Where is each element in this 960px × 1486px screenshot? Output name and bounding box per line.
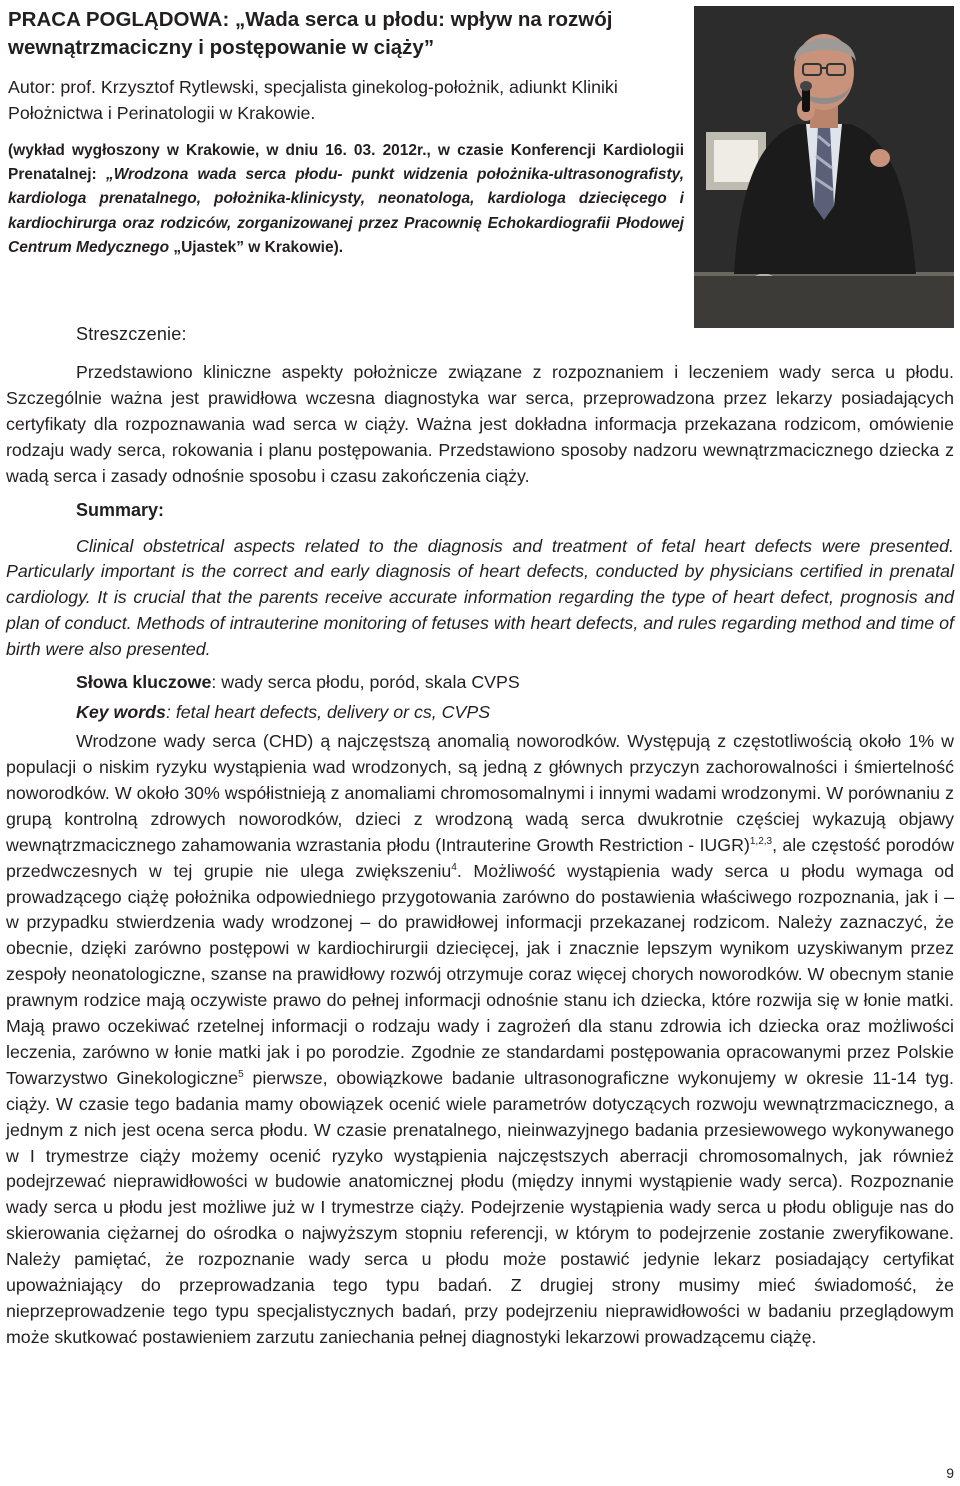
citation-4: 4 bbox=[451, 861, 457, 873]
keywords-polish-label: Słowa kluczowe bbox=[76, 672, 212, 693]
citation-1-2-3: 1,2,3 bbox=[749, 835, 773, 847]
summary-heading: Summary: bbox=[76, 499, 165, 520]
citation-5: 5 bbox=[238, 1068, 244, 1080]
keywords-english bbox=[6, 697, 954, 727]
speaker-photo-illustration bbox=[694, 6, 954, 328]
body-text-seg4: pierwsze, obowiązkowe badanie ultrasonograficzne wykonujemy w okresie 11-14 tyg. ciąży. W czasie tego badania mamy obowiązek ocenić wiele parametrów dotyczących rozwoju wewnątrzmacicznego, a jednym z nich jest ocena serca płodu. W czasie prenatalnego, nieinwazyjnego badania przesiewowego wykonywanego w I trymestrze ciąży możemy ocenić ryzyko wystąpienia najczęstszych aberracji chromosomalnych, jak również podejrzewać nieprawidłowości w budowie anatomicznej płodu (między innymi wystąpienie wady serca). Rozpoznanie wady serca u płodu jest możliwe już w I trymestrze ciąży. Podejrzenie wystąpienia wady serca u płodu obliguje nas do skierowania ciężarnej do ośrodka o najwyższym stopniu referencji, w którym to podejrzenie zostanie zweryfikowane. Należy pamiętać, że rozpoznanie wady serca u płodu może postawić jedynie lekarz posiadający certyfikat upoważniający do przeprowadzania tego typu badań. Z drugiej strony musimy mieć świadomość, że nieprzeprowadzenie tego typu specjalistycznych badań, przy podejrzeniu nieprawidłowości w badaniu przeglądowym może skutkować postawieniem zarzutu zaniechania pełnej diagnostyki lekarzowi prowadzącemu ciążę. bbox=[6, 1067, 954, 1347]
article-title: PRACA POGLĄDOWA: „Wada serca u płodu: wpływ na rozwój wewnątrzmaciczny i postępowanie w ciąży” bbox=[8, 8, 613, 59]
header-block bbox=[6, 0, 954, 322]
page-number: 9 bbox=[946, 1465, 954, 1481]
abstract-text: Przedstawiono kliniczne aspekty położnicze związane z rozpoznaniem i leczeniem wady serca u płodu. Szczególnie ważna jest prawidłowa wczesna diagnostyka war serca, przeprowadzona przez lekarzy posiadających certyfikaty dla rozpoznawania wad serca w ciąży. Ważna jest dokładna informacja przekazana rodzicom, omówienie rodzaju wady serca, rokowania i planu postępowania. Przedstawiono sposoby nadzoru wewnątrzmacicznego dziecka z wadą serca i zasady odnośnie sposobu i czasu zakończenia ciąży. bbox=[6, 362, 954, 486]
keywords-polish bbox=[6, 667, 954, 697]
article-page bbox=[6, 0, 954, 1486]
lecture-note-part1: (wykład wygłoszony w Krakowie, w dniu 16. 03. 2012r., w czasie Konferencji Kardiologii Prenatalnej: bbox=[8, 142, 684, 184]
keywords-polish-text: : wady serca płodu, poród, skala CVPS bbox=[211, 672, 520, 693]
keywords-english-text: : fetal heart defects, delivery or cs, CVPS bbox=[165, 702, 491, 723]
body-text-seg1: Wrodzone wady serca (CHD) ą najczęstszą anomalią noworodków. Występują z częstotliwością około 1% w populacji o niskim ryzyku wystąpienia wad wrodzonych, są jedną z głównych przyczyn zachorowalności i śmiertelność noworodków. W około 30% współistnieją z anomaliami chromosomalnymi i innymi wadami wrodzonymi. W porównaniu z grupą kontrolną zdrowych noworodków, dzieci z wrodzoną wadą serca dwukrotnie częściej wykazują objawy wewnątrzmacicznego zahamowania wzrastania płodu (Intrauterine Growth Restriction - IUGR) bbox=[6, 731, 954, 855]
lecture-note-part2: „Wrodzona wada serca płodu- punkt widzenia położnika-ultrasonografisty, kardiologa prenatalnego, położnika-klinicysty, neonatologa, kardiologa dziecięcego i kardiochirurga oraz rodziców, zorganizowanej przez Pracownię Echokardiografii Płodowej Centrum Medycznego bbox=[8, 166, 685, 256]
keywords-english-label: Key words bbox=[76, 702, 166, 723]
speaker-photo bbox=[694, 6, 954, 328]
summary-text: Clinical obstetrical aspects related to the diagnosis and treatment of fetal heart defects were presented. Particularly important is the correct and early diagnosis of heart defects, conducted by physicians certified in prenatal cardiology. It is crucial that the parents receive accurate information regarding the type of heart defect, prognosis and plan of conduct. Methods of intrauterine monitoring of fetuses with heart defects, and rules regarding method and time of birth were also presented. bbox=[6, 535, 954, 660]
body-text-seg2: , ale częstość porodów przedwczesnych w tej grupie nie ulega zwiększeniu bbox=[6, 834, 954, 881]
body-text-seg3: . Możliwość wystąpienia wady serca u płodu wymaga od prowadzącego ciążę położnika odpowiedniego przygotowania zarówno do postawienia właściwego rozpoznania, jak i – w przypadku stwierdzenia wady wrodzonej – do prawidłowej informacji przekazanej rodzicom. Należy zaznaczyć, że obecnie, dzięki zarówno postępowi w kardiochirurgii dziecięcej, jak i znacznie lepszym wynikom uzyskiwanym przez zespoły neonatologiczne, szanse na prawidłowy rozwój otrzymuje coraz więcej chorych noworodków. W obecnym stanie prawnym rodzice mają oczywiste prawo do pełnej informacji odnośnie stanu ich dziecka, które rozwija się w łonie matki. Mają prawo oczekiwać rzetelnej informacji o rodzaju wady i zagrożeń dla stanu zdrowia ich dziecka oraz możliwości leczenia, zarówno w łonie matki jak i po porodzie. Zgodnie ze standardami postępowania opracowanymi przez Polskie Towarzystwo Ginekologiczne bbox=[6, 860, 954, 1088]
abstract-heading: Streszczenie: bbox=[76, 324, 187, 344]
header-text bbox=[8, 6, 684, 260]
author-line: Autor: prof. Krzysztof Rytlewski, specjalista ginekolog-położnik, adiunkt Kliniki Położnictwa i Perinatologii w Krakowie. bbox=[8, 77, 618, 123]
lecture-note-part3: „Ujastek” w Krakowie). bbox=[173, 238, 344, 256]
lecture-note bbox=[8, 139, 684, 260]
body-text bbox=[6, 729, 954, 1351]
